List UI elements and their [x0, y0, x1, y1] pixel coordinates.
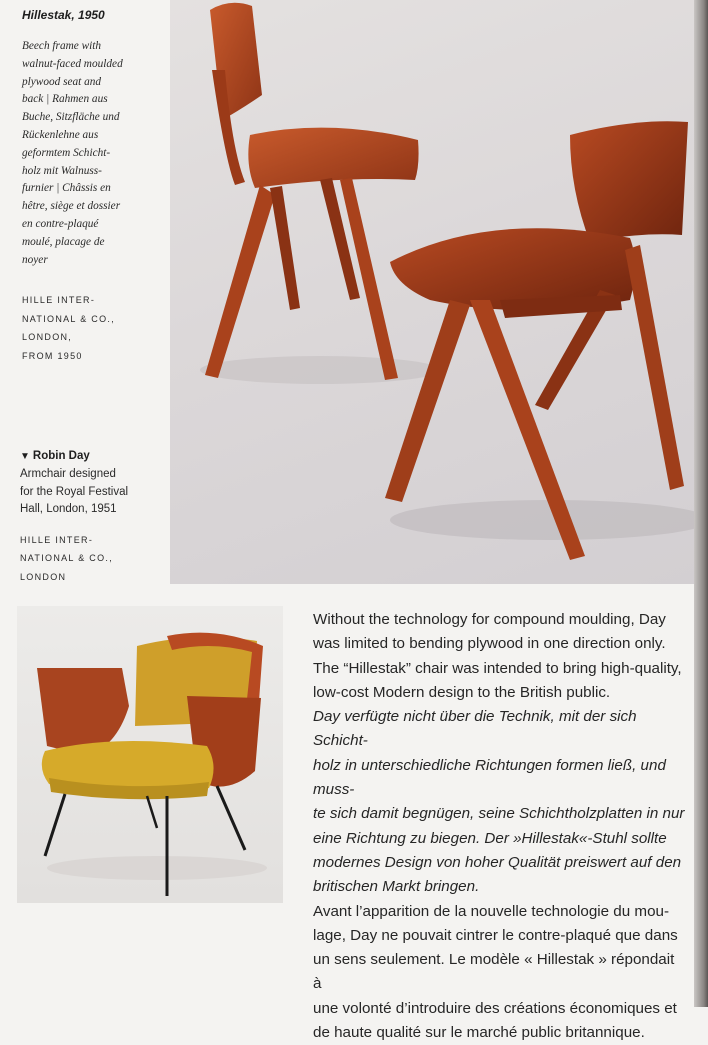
- armchair-illustration: [17, 606, 283, 903]
- maker-line: HILLE INTER-: [22, 295, 96, 306]
- caption-line: moulé, placage de: [22, 235, 105, 248]
- caption-line: plywood seat and: [22, 75, 102, 88]
- caption-designer: [20, 447, 160, 466]
- page-binding-edge: [694, 0, 708, 1007]
- german-paragraph: [313, 705, 685, 899]
- maker-line: NATIONAL & CO.,: [22, 313, 116, 324]
- caption-line: en contre-plaqué: [22, 217, 99, 230]
- caption-line: Beech frame with: [22, 40, 102, 52]
- text-line: Avant l’apparition de la nouvelle technologie du mou-: [313, 902, 670, 920]
- caption-line: furnier | Châssis en: [22, 182, 111, 195]
- text-line: un sens seulement. Le modèle « Hillestak » répondait à: [313, 951, 675, 993]
- english-paragraph: [313, 608, 685, 705]
- text-line: de haute qualité sur le marché public britannique.: [313, 1024, 645, 1042]
- text-line: une volonté d’introduire des créations économiques et: [313, 999, 677, 1017]
- armchair-caption: [20, 447, 160, 586]
- caption-line: noyer: [22, 253, 48, 266]
- caption-line: geformtem Schicht-: [22, 146, 111, 159]
- caption-line: back | Rahmen aus: [22, 93, 108, 106]
- text-line: britischen Markt bringen.: [313, 878, 480, 896]
- caption-line: hêtre, siège et dossier: [22, 200, 121, 213]
- hillestak-chair-back: [205, 3, 419, 380]
- caption-title: Hillestak, 1950: [22, 8, 105, 22]
- designer-name: Robin Day: [32, 450, 90, 462]
- maker-line: LONDON: [20, 571, 67, 582]
- chairs-illustration: [170, 0, 694, 584]
- text-line: low-cost Modern design to the British public.: [313, 683, 611, 701]
- triangle-down-icon: ▼: [20, 451, 30, 462]
- maker-line: NATIONAL & CO.,: [20, 553, 114, 564]
- caption-line: holz mit Walnuss-: [22, 164, 102, 177]
- hillestak-chair-front: [385, 121, 688, 560]
- french-paragraph: [313, 900, 685, 1045]
- article-body: [313, 608, 685, 1045]
- maker-line: LONDON,: [22, 332, 73, 343]
- text-line: modernes Design von hoher Qualität preiswert auf den: [313, 853, 682, 871]
- text-line: holz in unterschiedliche Richtungen formen ließ, und muss-: [313, 756, 666, 799]
- text-line: Without the technology for compound moulding, Day: [313, 611, 666, 628]
- text-line: eine Richtung zu biegen. Der »Hillestak«-Stuhl sollte: [313, 829, 667, 847]
- text-line: The “Hillestak” chair was intended to bring high-quality,: [313, 659, 682, 677]
- caption-line: for the Royal Festival: [20, 485, 129, 498]
- caption-maker: [22, 291, 150, 365]
- hillestak-caption: [22, 8, 150, 365]
- text-line: Day verfügte nicht über die Technik, mit der sich Schicht-: [313, 708, 637, 750]
- caption-line: Buche, Sitzfläche und: [22, 111, 120, 124]
- caption-description: [22, 38, 150, 269]
- text-line: was limited to bending plywood in one direction only.: [313, 635, 666, 653]
- maker-line: FROM 1950: [22, 350, 83, 361]
- caption-line: walnut-faced moulded: [22, 57, 123, 70]
- text-line: te sich damit begnügen, seine Schichtholzplatten in nur: [313, 805, 685, 823]
- maker-line: HILLE INTER-: [20, 534, 94, 545]
- caption-line: Armchair designed: [20, 468, 116, 480]
- caption-maker: [20, 531, 160, 587]
- hillestak-chairs-photo: [170, 0, 694, 584]
- text-line: lage, Day ne pouvait cintrer le contre-plaqué que dans: [313, 926, 678, 944]
- caption-line: Rückenlehne aus: [22, 128, 99, 141]
- caption-line: Hall, London, 1951: [20, 503, 117, 516]
- armchair-photo: [17, 606, 283, 903]
- caption-description: [20, 466, 160, 519]
